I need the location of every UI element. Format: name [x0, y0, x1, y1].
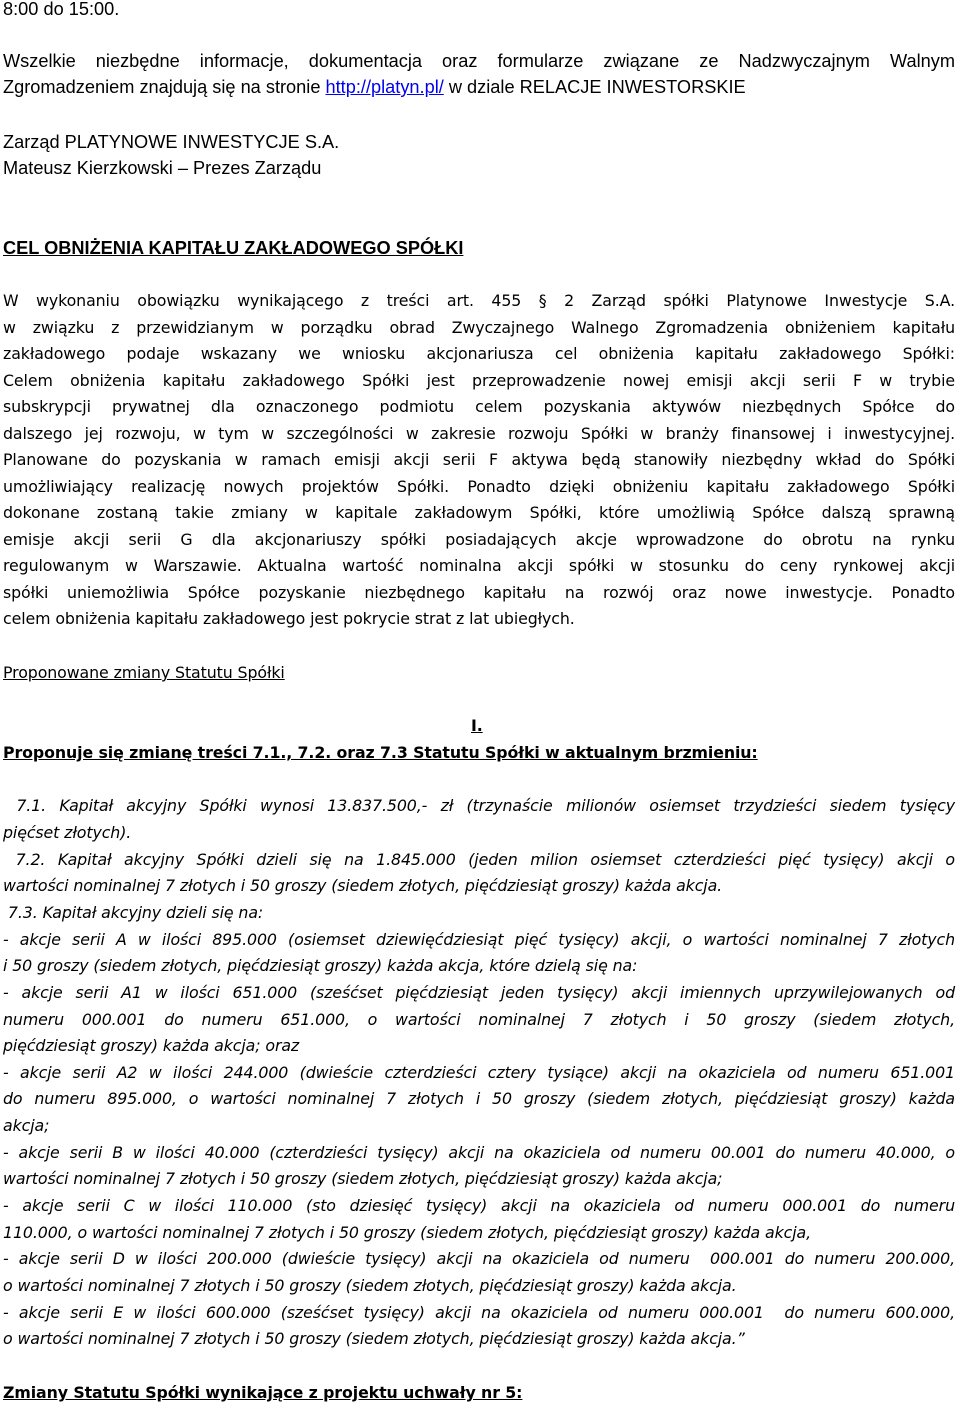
statute-line: o wartości nominalnej 7 złotych i 50 groszy (siedem złotych, pięćdziesiąt groszy) każda akcja.”	[3, 1329, 745, 1348]
goal-line: W wykonaniu obowiązku wynikającego z treści art. 455 § 2 Zarząd spółki Platynowe Inwestycje S.A.	[3, 291, 955, 310]
website-link[interactable]: http://platyn.pl/	[325, 77, 444, 97]
statute-line: 7.1. Kapitał akcyjny Spółki wynosi 13.837.500,- zł (trzynaście milionów osiemset trzydzieści siedem tysięcy	[3, 796, 955, 815]
statute-line: - akcje serii C w ilości 110.000 (sto dziesięć tysięcy) akcji na okaziciela od numeru 000.001 do numeru	[3, 1196, 955, 1215]
statute-line: numeru 000.001 do numeru 651.000, o wartości nominalnej 7 złotych i 50 groszy (siedem złotych,	[3, 1010, 955, 1029]
statute-line: akcja;	[3, 1116, 50, 1135]
info-paragraph-line	[3, 76, 746, 98]
statute-line: o wartości nominalnej 7 złotych i 50 groszy (siedem złotych, pięćdziesiąt groszy) każda akcja.	[3, 1276, 737, 1295]
statute-line: pięćdziesiąt groszy) każda akcja; oraz	[3, 1036, 300, 1055]
info-text: Zgromadzeniem znajdują się na stronie	[3, 77, 326, 97]
statute-line: 110.000, o wartości nominalnej 7 złotych i 50 groszy (siedem złotych, pięćdziesiąt groszy) każda akcja,	[3, 1223, 812, 1242]
statute-line: - akcje serii B w ilości 40.000 (czterdzieści tysięcy) akcji na okaziciela od numeru 00.001 do numeru 40.000, o	[3, 1143, 955, 1162]
statute-line: pięćset złotych).	[3, 823, 132, 842]
goal-line: Planowane do pozyskania w ramach emisji akcji serii F aktywa będą stanowiły niezbędny wkład do Spółki	[3, 450, 955, 469]
info-paragraph-line: Wszelkie niezbędne informacje, dokumentacja oraz formularze związane ze Nadzwyczajnym Walnym	[3, 51, 955, 71]
goal-line: Celem obniżenia kapitału zakładowego Spółki jest przeprowadzenie nowej emisji akcji serii F w trybie	[3, 371, 955, 390]
statute-line: i 50 groszy (siedem złotych, pięćdziesiąt groszy) każda akcja, które dzielą się na:	[3, 956, 638, 975]
goal-line: zakładowego podaje wskazany we wniosku akcjonariusza cel obniżenia kapitału zakładowego Spółki:	[3, 344, 955, 363]
statute-line: 7.3. Kapitał akcyjny dzieli się na:	[3, 903, 264, 922]
statute-line: wartości nominalnej 7 złotych i 50 groszy (siedem złotych, pięćdziesiąt groszy) każda akcja;	[3, 1169, 723, 1188]
goal-line: subskrypcji prywatnej dla oznaczonego podmiotu celem pozyskania aktywów niezbędnych Spółce do	[3, 397, 955, 416]
statute-line: do numeru 895.000, o wartości nominalnej 7 złotych i 50 groszy (siedem złotych, pięćdziesiąt groszy) każda	[3, 1089, 955, 1108]
goal-line: umożliwiający realizację nowych projektów Spółki. Ponadto dzięki obniżeniu kapitału zakładowego Spółki	[3, 477, 955, 496]
goal-line: spółki uniemożliwia Spółce pozyskanie niezbędnego kapitału na rozwój oraz nowe inwestycje. Ponadto	[3, 583, 955, 602]
statute-line: 7.2. Kapitał akcyjny Spółki dzieli się na 1.845.000 (jeden milion osiemset czterdzieści pięć tysięcy) akcji o	[3, 850, 955, 869]
goal-line: dokonane zostaną takie zmiany w kapitale zakładowym Spółki, które umożliwią Spółce dalszą sprawną	[3, 503, 955, 522]
subheading-current-wording: Proponuje się zmianę treści 7.1., 7.2. oraz 7.3 Statutu Spółki w aktualnym brzmieniu:	[3, 743, 758, 762]
goal-line: dalszego jej rozwoju, w tym w szczególności w zakresie rozwoju Spółki w branży finansowej i inwestycyjnej.	[3, 424, 955, 443]
statute-line: - akcje serii E w ilości 600.000 (sześćset tysięcy) akcji na okaziciela od numeru 000.001 do numeru 600.000,	[3, 1303, 955, 1322]
goal-line: w związku z przewidzianym w porządku obrad Zwyczajnego Walnego Zgromadzenia obniżeniem kapitału	[3, 318, 955, 337]
roman-numeral: I.	[471, 716, 483, 735]
info-text: w dziale RELACJE INWESTORSKIE	[443, 77, 746, 97]
goal-line: regulowanym w Warszawie. Aktualna wartość nominalna akcji spółki w stosunku do ceny rynkowej akcji	[3, 556, 955, 575]
statute-line: - akcje serii A1 w ilości 651.000 (sześćset pięćdziesiąt jeden tysięcy) akcji imiennych uprzywilejowanych od	[3, 983, 955, 1002]
statute-line: wartości nominalnej 7 złotych i 50 groszy (siedem złotych, pięćdziesiąt groszy) każda akcja.	[3, 876, 723, 895]
board-name: Zarząd PLATYNOWE INWESTYCJE S.A.	[3, 132, 340, 152]
statute-line: - akcje serii A2 w ilości 244.000 (dwieście czterdzieści cztery tysiące) akcji na okaziciela od numeru 651.001	[3, 1063, 955, 1082]
statute-line: - akcje serii D w ilości 200.000 (dwieście tysięcy) akcji na okaziciela od numeru 000.001 do numeru 200.000,	[3, 1249, 955, 1268]
office-hours: 8:00 do 15:00.	[3, 0, 120, 19]
section-heading-goal: CEL OBNIŻENIA KAPITAŁU ZAKŁADOWEGO SPÓŁKI	[3, 238, 464, 258]
statute-line: - akcje serii A w ilości 895.000 (osiemset dziewięćdziesiąt pięć tysięcy) akcji, o wartości nominalnej 7 złotych	[3, 930, 955, 949]
goal-line: celem obniżenia kapitału zakładowego jest pokrycie strat z lat ubiegłych.	[3, 609, 575, 628]
signatory: Mateusz Kierzkowski – Prezes Zarządu	[3, 158, 322, 178]
section-heading-changes: Proponowane zmiany Statutu Spółki	[3, 663, 285, 682]
goal-line: emisje akcji serii G dla akcjonariuszy spółki posiadających akcje wprowadzone do obrotu na rynku	[3, 530, 955, 549]
footer-heading: Zmiany Statutu Spółki wynikające z projektu uchwały nr 5:	[3, 1383, 523, 1402]
